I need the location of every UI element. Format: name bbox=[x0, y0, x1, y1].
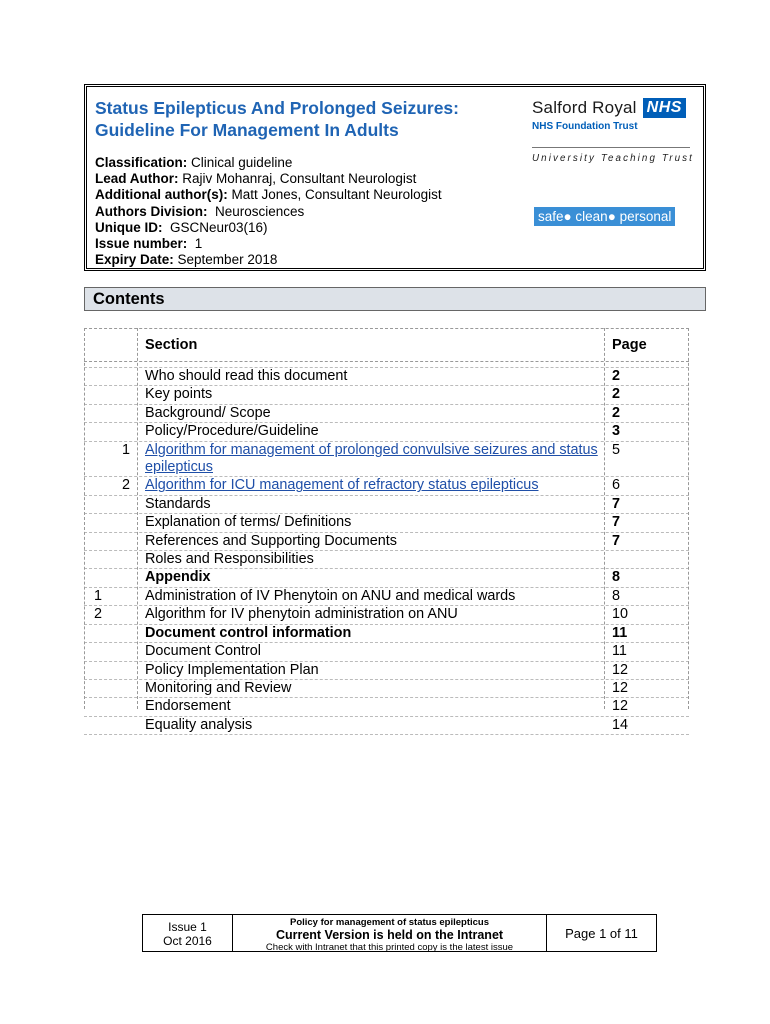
toc-page-number: 5 bbox=[612, 441, 621, 458]
meta-value: Neurosciences bbox=[207, 203, 305, 219]
footer-check-note: Check with Intranet that this printed copy is the latest issue bbox=[265, 942, 514, 953]
toc-entry: Roles and Responsibilities bbox=[145, 551, 314, 568]
toc-row bbox=[84, 386, 689, 404]
meta-row bbox=[95, 220, 442, 236]
toc-page-number: 11 bbox=[612, 624, 628, 641]
meta-label: Classification: bbox=[95, 155, 188, 170]
toc-page-number: 2 bbox=[612, 368, 621, 384]
toc-section-number: 1 bbox=[121, 441, 130, 458]
footer-issue-date: Oct 2016 bbox=[163, 934, 212, 948]
toc-row bbox=[84, 496, 689, 514]
toc-appendix-number: 2 bbox=[94, 606, 103, 623]
toc-row[interactable] bbox=[84, 477, 689, 495]
toc-page-number: 7 bbox=[612, 514, 621, 531]
toc-page-number: 10 bbox=[612, 606, 629, 623]
toc-row bbox=[84, 662, 689, 680]
meta-value: Matt Jones, Consultant Neurologist bbox=[227, 187, 442, 203]
toc-row bbox=[84, 423, 689, 441]
toc-appendix-number: 1 bbox=[94, 587, 103, 604]
toc-page-number: 2 bbox=[612, 386, 621, 403]
meta-value: GSCNeur03(16) bbox=[162, 219, 268, 235]
toc-page-number: 12 bbox=[612, 698, 629, 715]
toc-row bbox=[84, 551, 689, 569]
toc-row bbox=[84, 643, 689, 661]
toc-entry: Document Control bbox=[145, 643, 261, 660]
toc-link[interactable]: Algorithm for management of prolonged convulsive seizures and status epilepticus bbox=[145, 441, 598, 476]
contents-heading-bar bbox=[84, 287, 706, 311]
toc-row bbox=[84, 533, 689, 551]
logo-university: University Teaching Trust bbox=[532, 153, 694, 164]
logo-trust: NHS Foundation Trust bbox=[532, 121, 638, 132]
toc-entry: Policy/Procedure/Guideline bbox=[145, 423, 319, 440]
toc-entry: Algorithm for IV phenytoin administration on ANU bbox=[145, 606, 458, 623]
nhs-badge: NHS bbox=[643, 98, 686, 118]
document-title bbox=[95, 97, 515, 141]
meta-row bbox=[95, 236, 442, 252]
toc-right-rule bbox=[688, 328, 689, 709]
toc-row bbox=[84, 514, 689, 532]
toc-header-page: Page bbox=[612, 337, 647, 353]
title-line-2: Guideline For Management In Adults bbox=[95, 120, 399, 140]
toc-page-number: 7 bbox=[612, 495, 621, 512]
toc-entry: Monitoring and Review bbox=[145, 679, 292, 696]
meta-row bbox=[95, 155, 442, 171]
meta-row bbox=[95, 204, 442, 220]
toc-row bbox=[84, 405, 689, 423]
toc-header-row bbox=[84, 328, 689, 362]
toc-row bbox=[84, 588, 689, 606]
toc-entry: Standards bbox=[145, 495, 211, 512]
contents-heading: Contents bbox=[93, 290, 165, 308]
toc-entry: Explanation of terms/ Definitions bbox=[145, 514, 352, 531]
toc-entry: Administration of IV Phenytoin on ANU and medical wards bbox=[145, 587, 516, 604]
meta-value: Rajiv Mohanraj, Consultant Neurologist bbox=[178, 171, 417, 187]
footer-page-number: Page 1 of 11 bbox=[565, 926, 638, 941]
meta-value: Clinical guideline bbox=[187, 155, 293, 170]
footer-policy-info bbox=[233, 915, 547, 951]
toc-page-number: 14 bbox=[612, 716, 629, 733]
toc-page-number: 8 bbox=[612, 587, 621, 604]
table-of-contents bbox=[84, 328, 689, 735]
toc-entry: Policy Implementation Plan bbox=[145, 661, 319, 678]
toc-entry: Who should read this document bbox=[145, 368, 348, 384]
toc-left-rule bbox=[84, 328, 85, 709]
meta-label: Unique ID: bbox=[95, 219, 163, 235]
toc-section-number: 2 bbox=[121, 477, 130, 494]
toc-row bbox=[84, 717, 689, 735]
toc-row[interactable] bbox=[84, 442, 689, 478]
toc-row bbox=[84, 625, 689, 643]
logo-divider bbox=[532, 147, 690, 148]
toc-section-rule bbox=[137, 328, 138, 709]
toc-entry: Equality analysis bbox=[145, 716, 253, 733]
meta-value: 1 bbox=[187, 236, 203, 252]
meta-row bbox=[95, 252, 442, 268]
footer-policy-name: Policy for management of status epilepticus bbox=[289, 917, 490, 928]
toc-page-number: 3 bbox=[612, 423, 621, 440]
meta-label: Issue number: bbox=[95, 236, 188, 252]
meta-value: September 2018 bbox=[173, 252, 278, 268]
toc-page-number: 7 bbox=[612, 532, 621, 549]
toc-entry: Appendix bbox=[145, 569, 211, 586]
toc-header-section: Section bbox=[145, 337, 198, 353]
toc-row bbox=[84, 569, 689, 587]
toc-row bbox=[84, 680, 689, 698]
toc-entry: Document control information bbox=[145, 624, 352, 641]
toc-page-number: 12 bbox=[612, 661, 629, 678]
toc-row bbox=[84, 368, 689, 386]
title-line-1: Status Epilepticus And Prolonged Seizures: bbox=[95, 98, 459, 118]
footer-issue bbox=[143, 915, 233, 951]
footer-current-version: Current Version is held on the Intranet bbox=[275, 928, 504, 942]
toc-row bbox=[84, 606, 689, 624]
document-header bbox=[84, 84, 706, 271]
footer-issue-number: Issue 1 bbox=[168, 920, 207, 934]
logo-values-badge: safe● clean● personal bbox=[534, 207, 675, 226]
page-footer bbox=[142, 914, 657, 952]
toc-page-number: 11 bbox=[612, 643, 627, 660]
toc-entry: References and Supporting Documents bbox=[145, 532, 397, 549]
toc-body bbox=[84, 362, 689, 735]
logo-name: Salford Royal bbox=[532, 98, 637, 117]
meta-label: Lead Author: bbox=[95, 171, 179, 187]
toc-row bbox=[84, 698, 689, 716]
toc-page-number: 2 bbox=[612, 404, 621, 421]
toc-page-number: 8 bbox=[612, 569, 621, 586]
toc-link[interactable]: Algorithm for ICU management of refractory status epilepticus bbox=[145, 477, 539, 494]
meta-label: Additional author(s): bbox=[95, 187, 228, 203]
meta-label: Expiry Date: bbox=[95, 252, 174, 268]
toc-page-number: 12 bbox=[612, 679, 629, 696]
meta-row bbox=[95, 187, 442, 203]
document-metadata bbox=[95, 155, 442, 268]
toc-entry: Endorsement bbox=[145, 698, 231, 715]
trust-logo bbox=[532, 97, 694, 224]
toc-page-number: 6 bbox=[612, 477, 621, 494]
meta-label: Authors Division: bbox=[95, 203, 208, 219]
toc-page-rule bbox=[604, 328, 605, 709]
toc-entry: Background/ Scope bbox=[145, 404, 271, 421]
meta-row bbox=[95, 171, 442, 187]
toc-entry: Key points bbox=[145, 386, 213, 403]
